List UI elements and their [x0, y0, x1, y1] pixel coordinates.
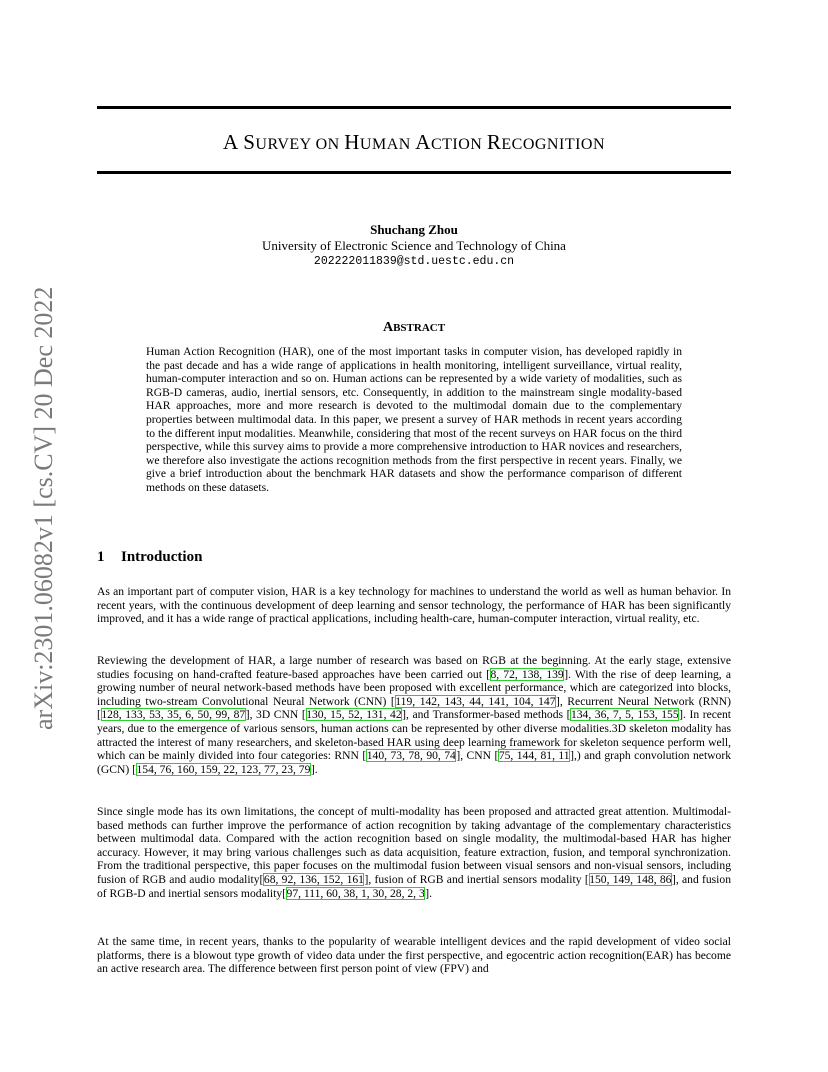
author-email[interactable]: 202222011839@std.uestc.edu.cn — [313, 255, 515, 268]
abstract-heading: ABSTRACT — [382, 320, 446, 335]
author-affiliation: University of Electronic Science and Technology of China — [262, 238, 566, 253]
intro-paragraph-1: As an important part of computer vision, HAR is a key technology for machines to understand the world as well as human behavior. In recent years, with the continuous development of deep learning and sensor technology, the performance of HAR has been significantly improved, and it has a wide range of practical applications, including health-care, human-computer interaction, virtual reality, etc. — [97, 585, 731, 626]
citation-link[interactable]: 75, 144, 81, 11 — [498, 749, 570, 763]
citation-link[interactable]: 134, 36, 7, 5, 153, 155 — [570, 708, 679, 722]
intro-paragraph-3: Since single mode has its own limitations, the concept of multi-modality has been proposed and attracted great attention. Multimodal-based methods can further improve the performance of action recognition by taking advantage of the complementary characteristics between multimodal data. Compared with the action recognition based on single modality, the multimodal-based HAR has higher accuracy. However, it may bring various challenges such as data acquisition, feature extraction, fusion, and temporal synchronization. From the traditional perspective, this paper focuses on the multimodal fusion between visual sensors and non-visual sensors, including fusion of RGB and audio modality[68, 92, 136, 152, 161], fusion of RGB and inertial sensors modality [150, 149, 148, 86], and fusion of RGB-D and inertial sensors modality[97, 111, 60, 38, 1, 30, 28, 2, 3]. — [97, 805, 731, 900]
citation-link[interactable]: 140, 73, 78, 90, 74 — [366, 749, 456, 763]
section-title: Introduction — [121, 549, 203, 565]
citation-link[interactable]: 97, 111, 60, 38, 1, 30, 28, 2, 3 — [286, 886, 425, 900]
citation-link[interactable]: 8, 72, 138, 139 — [490, 667, 564, 681]
citation-link[interactable]: 130, 15, 52, 131, 42 — [306, 708, 402, 722]
title-bottom-rule — [97, 171, 731, 174]
author-block — [97, 222, 731, 270]
citation-link[interactable]: 68, 92, 136, 152, 161 — [263, 872, 364, 886]
citation-link[interactable]: 154, 76, 160, 159, 22, 123, 77, 23, 79 — [136, 762, 311, 776]
citation-link[interactable]: 128, 133, 53, 35, 6, 50, 99, 87 — [101, 708, 246, 722]
author-name: Shuchang Zhou — [370, 222, 458, 237]
section-number: 1 — [97, 549, 105, 565]
citation-link[interactable]: 119, 142, 143, 44, 141, 104, 147 — [395, 694, 556, 708]
paper-title: A SURVEY ON HUMAN ACTION RECOGNITION — [222, 130, 606, 154]
section-heading — [97, 549, 202, 566]
intro-paragraph-4: At the same time, in recent years, thanks to the popularity of wearable intelligent devices and the rapid development of video social platforms, there is a blowout type growth of video data under the first perspective, and egocentric action recognition(EAR) has become an active research area. The difference between first person point of view (FPV) and — [97, 935, 731, 976]
intro-paragraph-2: Reviewing the development of HAR, a large number of research was based on RGB at the beginning. At the early stage, extensive studies focusing on hand-crafted feature-based approaches have been carried out [8, 72, 138, 139]. With the rise of deep learning, a growing number of neural network-based methods have been proposed with excellent performance, which are categorized into blocks, including two-stream Convolutional Neural Network (CNN) [119, 142, 143, 44, 141, 104, 147], Recurrent Neural Network (RNN) [128, 133, 53, 35, 6, 50, 99, 87], 3D CNN [130, 15, 52, 131, 42], and Transformer-based methods [134, 36, 7, 5, 153, 155]. In recent years, due to the emergence of various sensors, human actions can be represented by other diverse modalities.3D skeleton modality has attracted the interest of many researchers, and skeleton-based HAR using deep learning framework for skeleton sequence perform well, which can be mainly divided into four categories: RNN [140, 73, 78, 90, 74], CNN [75, 144, 81, 11],) and graph convolution network (GCN) [154, 76, 160, 159, 22, 123, 77, 23, 79]. — [97, 654, 732, 776]
citation-link[interactable]: 150, 149, 148, 86 — [589, 872, 672, 886]
title-top-rule — [97, 106, 731, 109]
abstract-text: Human Action Recognition (HAR), one of the most important tasks in computer vision, has developed rapidly in the past decade and has a wide range of applications in health monitoring, intelligent surveillance, virtual reality, human-computer interaction and so on. Human actions can be represented by a wide variety of modalities, such as RGB-D cameras, audio, inertial sensors, etc. Consequently, in addition to the mainstream single modality-based HAR approaches, more and more research is devoted to the multimodal domain due to the complementary properties between multimodal data. In this paper, we present a survey of HAR methods in recent years according to the different input modalities. Meanwhile, considering that most of the recent surveys on HAR focus on the third perspective, while this survey aims to provide a more comprehensive introduction to HAR novices and researchers, we therefore also investigate the actions recognition methods from the first perspective in recent years. Finally, we give a brief introduction about the benchmark HAR datasets and show the performance comparison of different methods on these datasets. — [146, 345, 682, 494]
arxiv-identifier: arXiv:2301.06082v1 [cs.CV] 20 Dec 2022 — [29, 286, 58, 730]
